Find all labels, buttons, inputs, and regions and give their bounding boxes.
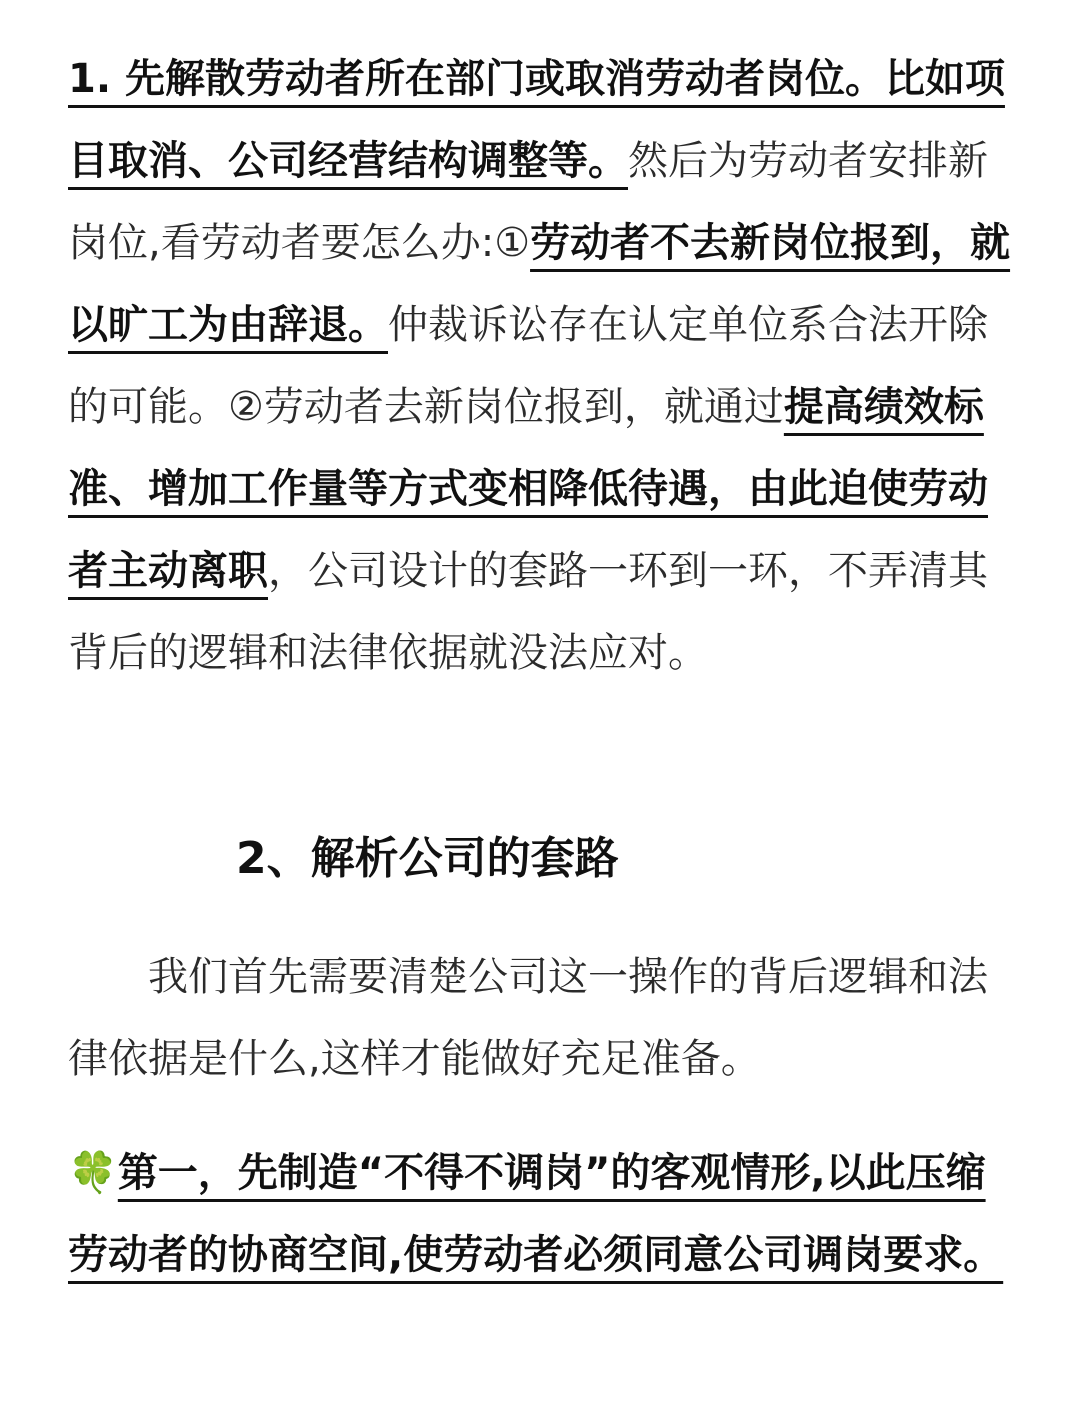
section2-heading: 2、解析公司的套路: [236, 833, 619, 884]
bold-intro: 1. 先解散劳动者所在部门或取消劳动者岗位。比如项目取消、公司经营结构调整等。: [68, 56, 1005, 184]
text-after-intro: 然后为劳动者安排新岗位,看劳动者要怎么办:①: [68, 138, 988, 266]
text-conclusion: ，公司设计的套路一环到一环，不弄清其背后的逻辑和法律依据就没法应对。: [68, 548, 988, 676]
point1-bold: 第一，先制造“不得不调岗”的客观情形,以此压缩劳动者的协商空间,使劳动者必须同意公司调岗要求。: [68, 1150, 1004, 1278]
section1-paragraph: [68, 38, 1013, 694]
text-option1-result: 仲裁诉讼存在认定单位系合法开除的可能。②劳动者去新岗位报到，就通过: [68, 302, 988, 430]
bold-option1: 劳动者不去新岗位报到，就以旷工为由辞退。: [68, 220, 1011, 348]
bold-option2: 提高绩效标准、增加工作量等方式变相降低待遇，由此迫使劳动者主动离职: [68, 384, 988, 594]
point1-paragraph: [68, 1132, 1013, 1296]
clover-icon: 🍀: [68, 1150, 118, 1196]
section2-intro: 我们首先需要清楚公司这一操作的背后逻辑和法律依据是什么,这样才能做好充足准备。: [68, 954, 988, 1082]
